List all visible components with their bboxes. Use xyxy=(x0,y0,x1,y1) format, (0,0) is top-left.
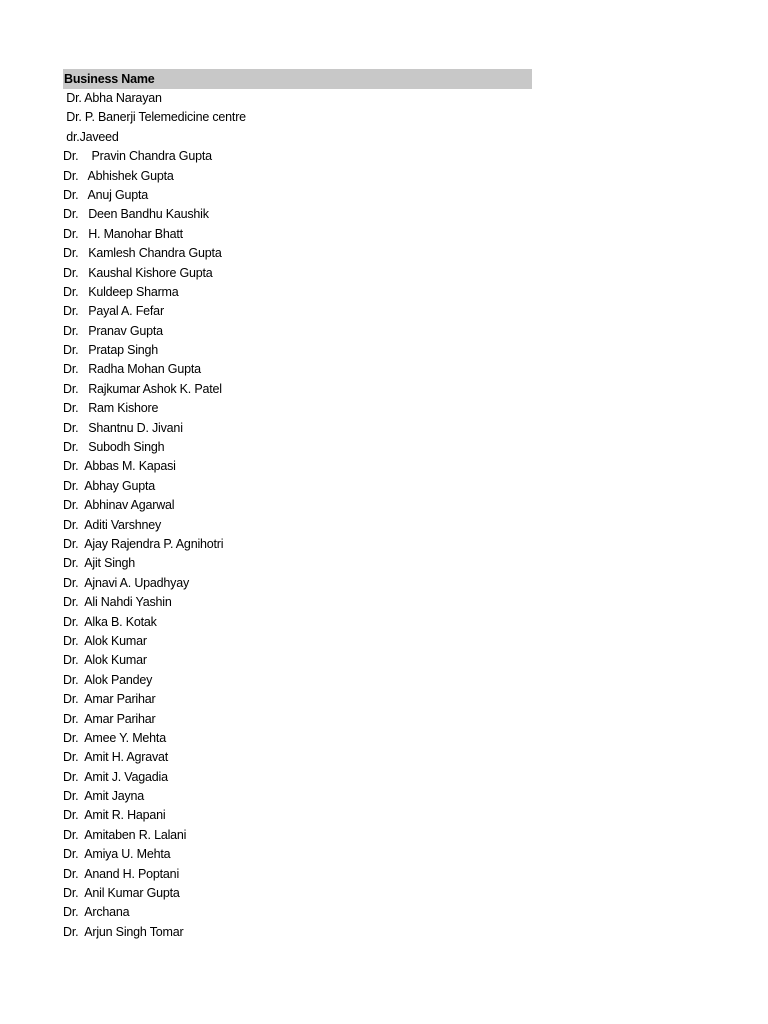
table-row[interactable]: Dr. Amit H. Agravat xyxy=(63,750,169,765)
table-row[interactable]: Dr. Alok Kumar xyxy=(63,653,147,668)
table-row[interactable]: Dr. Abbas M. Kapasi xyxy=(63,459,176,474)
table-row[interactable]: Dr. Abhishek Gupta xyxy=(63,168,174,183)
table-row[interactable]: Dr. P. Banerji Telemedicine centre xyxy=(63,110,246,125)
table-row[interactable]: Dr. Ajit Singh xyxy=(63,556,136,571)
table-row[interactable]: Dr. H. Manohar Bhatt xyxy=(63,226,183,241)
business-name-list xyxy=(63,89,532,942)
table-row[interactable]: Dr. Kuldeep Sharma xyxy=(63,284,179,299)
table-row[interactable]: Dr. Kaushal Kishore Gupta xyxy=(63,265,213,280)
table-row[interactable]: Dr. Amit J. Vagadia xyxy=(63,769,168,784)
table-row[interactable]: Dr. Ajay Rajendra P. Agnihotri xyxy=(63,536,224,551)
table-row[interactable]: Dr. Abha Narayan xyxy=(63,91,162,105)
table-row[interactable]: Dr. Ajnavi A. Upadhyay xyxy=(63,575,190,590)
table-row[interactable]: Dr. Amee Y. Mehta xyxy=(63,730,166,745)
table-row[interactable]: Dr. Archana xyxy=(63,905,130,920)
table-row[interactable]: Dr. Aditi Varshney xyxy=(63,517,162,532)
table-row[interactable]: Dr. Amar Parihar xyxy=(63,692,156,707)
table-row[interactable]: Dr. Alka B. Kotak xyxy=(63,614,157,629)
table-row[interactable]: Dr. Ali Nahdi Yashin xyxy=(63,595,172,610)
table-row[interactable]: Dr. Deen Bandhu Kaushik xyxy=(63,207,209,222)
table-row[interactable]: Dr. Anuj Gupta xyxy=(63,187,149,202)
table-row[interactable]: Dr. Pranav Gupta xyxy=(63,323,163,338)
column-header-business-name[interactable]: Business Name xyxy=(63,69,532,89)
table-row[interactable]: Dr. Alok Kumar xyxy=(63,633,147,648)
table-row[interactable]: Dr. Radha Mohan Gupta xyxy=(63,362,201,377)
table-row[interactable]: Dr. Subodh Singh xyxy=(63,440,165,455)
business-name-sheet xyxy=(63,69,532,942)
table-row[interactable]: Dr. Abhinav Agarwal xyxy=(63,498,175,513)
table-row[interactable]: Dr. Alok Pandey xyxy=(63,672,153,687)
table-row[interactable]: Dr. Amitaben R. Lalani xyxy=(63,827,187,842)
table-row[interactable]: Dr. Anil Kumar Gupta xyxy=(63,886,180,901)
table-row[interactable]: Dr. Abhay Gupta xyxy=(63,478,155,493)
table-row[interactable]: Dr. Pratap Singh xyxy=(63,343,159,358)
table-row[interactable]: Dr. Amit R. Hapani xyxy=(63,808,166,823)
table-row[interactable]: Dr. Payal A. Fefar xyxy=(63,304,164,319)
table-row[interactable]: Dr. Kamlesh Chandra Gupta xyxy=(63,246,222,261)
table-row[interactable]: Dr. Pravin Chandra Gupta xyxy=(63,149,212,164)
table-row[interactable]: Dr. Anand H. Poptani xyxy=(63,866,180,881)
table-row[interactable]: Dr. Amar Parihar xyxy=(63,711,156,726)
table-row[interactable]: Dr. Arjun Singh Tomar xyxy=(63,924,184,939)
table-row[interactable]: Dr. Amit Jayna xyxy=(63,789,145,804)
table-row[interactable]: Dr. Rajkumar Ashok K. Patel xyxy=(63,381,222,396)
table-row[interactable]: Dr. Amiya U. Mehta xyxy=(63,847,171,862)
table-row[interactable]: Dr. Shantnu D. Jivani xyxy=(63,420,183,435)
table-row[interactable]: Dr. Ram Kishore xyxy=(63,401,159,416)
table-row[interactable]: dr.Javeed xyxy=(63,129,119,144)
